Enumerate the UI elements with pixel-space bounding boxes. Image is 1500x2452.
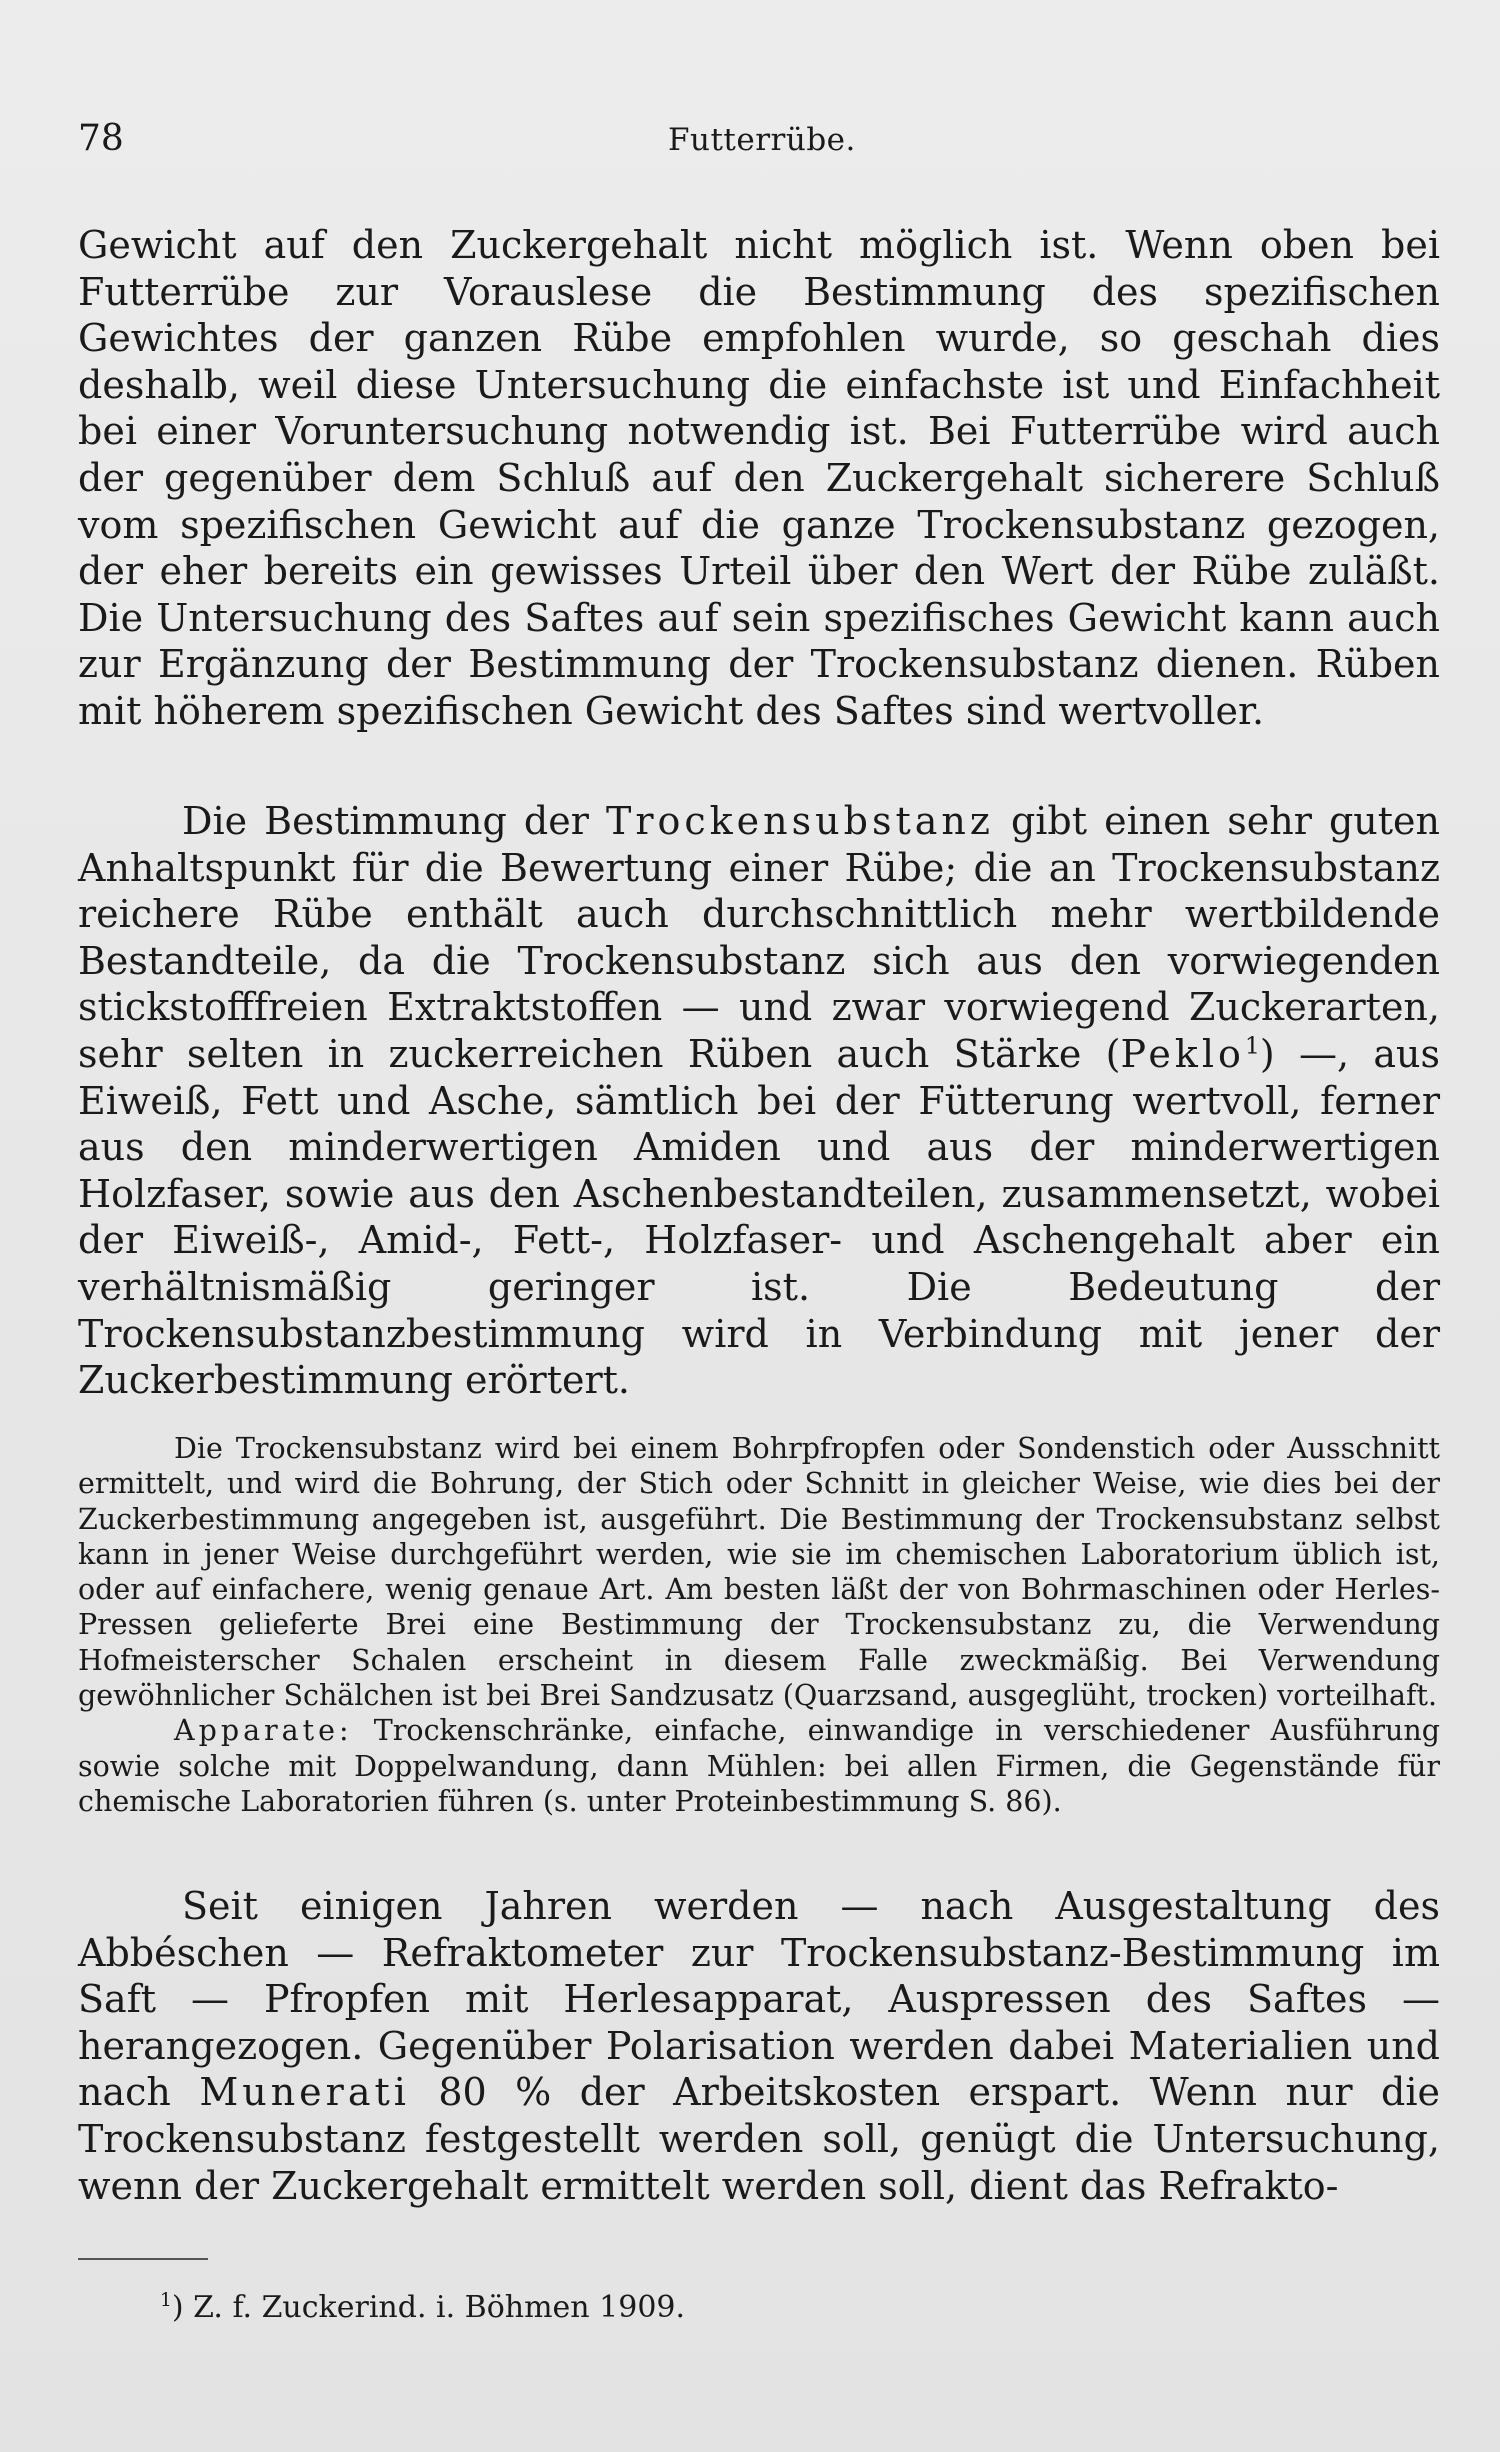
- term-trockensubstanz: Trockensubstanz: [605, 799, 994, 843]
- paragraph-4-block: [78, 1883, 1440, 2209]
- paragraph-2: [78, 798, 1440, 1404]
- small-print-block: [78, 1431, 1440, 1819]
- paragraph-2-start: Die Bestimmung der: [182, 799, 606, 843]
- paragraph-4-end: 80 % der Arbeitskosten erspart. Wenn nur die Trockensubstanz festgestellt werden soll, genügt die Untersuchung, wenn der Zuckergehalt ermittelt werden soll, dient das Refrakto-: [78, 2070, 1440, 2208]
- footnote-ref: 1: [1244, 1031, 1260, 1060]
- author-peklo: Peklo: [1120, 1031, 1245, 1076]
- paragraph-2-end: ) —, aus Eiweiß, Fett und Asche, sämtlich bei der Fütterung wertvoll, ferner aus den minderwertigen Amiden und aus der minderwertigen Holzfaser, sowie aus den Aschenbestandteilen, zusammensetzt, wobei der Eiweiß-, Amid-, Fett-, Holzfaser- und Aschengehalt aber ein verhältnismäßig geringer ist. Die Bedeutung der Trockensubstanzbestimmung wird in Verbindung mit jener der Zuckerbestimmung erörtert.: [78, 1031, 1440, 1403]
- small-paragraph-2: [78, 1713, 1440, 1819]
- footnote-text: ) Z. f. Zuckerind. i. Böhmen 1909.: [171, 2290, 686, 2325]
- footnote: [160, 2290, 685, 2326]
- footnote-rule: [78, 2258, 208, 2260]
- page-number: 78: [78, 118, 124, 159]
- small-paragraph-1: Die Trockensubstanz wird bei einem Bohrpfropfen oder Sondenstich oder Ausschnitt ermittelt, und wird die Bohrung, der Stich oder Schnitt in gleicher Weise, wie dies bei der Zuckerbestimmung angegeben ist, ausgeführt. Die Bestimmung der Trockensubstanz selbst kann in jener Weise durchgeführt werden, wie sie im chemischen Laboratorium üblich ist, oder auf einfachere, wenig genaue Art. Am besten läßt der von Bohrmaschinen oder Herles-Pressen gelieferte Brei eine Bestimmung der Trockensubstanz zu, die Verwendung Hofmeisterscher Schalen erscheint in diesem Falle zweckmäßig. Bei Verwendung gewöhnlicher Schälchen ist bei Brei Sandzusatz (Quarzsand, ausgeglüht, trocken) vorteilhaft.: [78, 1432, 1440, 1713]
- footnote-marker: 1: [160, 2290, 172, 2311]
- paragraph-2-mid: gibt einen sehr guten Anhaltspunkt für die Bewertung einer Rübe; die an Trockensubstanz reichere Rübe enthält auch durchschnittlich mehr wertbildende Bestandteile, da die Trockensubstanz sich aus den vorwiegenden stickstofffreien Extraktstoffen — und zwar vorwiegend Zuckerarten, sehr selten in zuckerreichen Rüben auch Stärke (: [78, 799, 1440, 1076]
- paragraph-1-block: [78, 222, 1440, 735]
- paragraph-2-block: [78, 798, 1440, 1404]
- apparate-label: Apparate:: [174, 1714, 353, 1748]
- running-head: [78, 118, 1438, 168]
- paragraph-1: Gewicht auf den Zuckergehalt nicht möglich ist. Wenn oben bei Futterrübe zur Vorauslese die Bestimmung des spezifischen Gewichtes der ganzen Rübe empfohlen wurde, so geschah dies deshalb, weil diese Untersuchung die einfachste ist und Einfachheit bei einer Voruntersuchung notwendig ist. Bei Futterrübe wird auch der gegenüber dem Schluß auf den Zuckergehalt sicherere Schluß vom spezifischen Gewicht auf die ganze Trockensubstanz gezogen, der eher bereits ein gewisses Urteil über den Wert der Rübe zuläßt. Die Untersuchung des Saftes auf sein spezifisches Gewicht kann auch zur Ergänzung der Bestimmung der Trockensubstanz dienen. Rüben mit höherem spezifischen Gewicht des Saftes sind wertvoller.: [78, 223, 1440, 733]
- paragraph-4-start: Seit einigen Jahren werden — nach Ausgestaltung des Abbéschen — Refraktometer zur Trockensubstanz-Bestimmung im Saft — Pfropfen mit Herlesapparat, Auspressen des Saftes — herangezogen. Gegenüber Polarisation werden dabei Materialien und nach: [78, 1884, 1440, 2115]
- author-munerati: Munerati: [199, 2070, 410, 2115]
- paragraph-4: [78, 1883, 1440, 2209]
- apparate-text: Trockenschränke, einfache, einwandige in verschiedener Ausführung sowie solche mit Doppelwandung, dann Mühlen: bei allen Firmen, die Gegenstände für chemische Laboratorien führen (s. unter Proteinbestimmung S. 86).: [78, 1714, 1440, 1818]
- running-title: Futterrübe.: [668, 122, 856, 158]
